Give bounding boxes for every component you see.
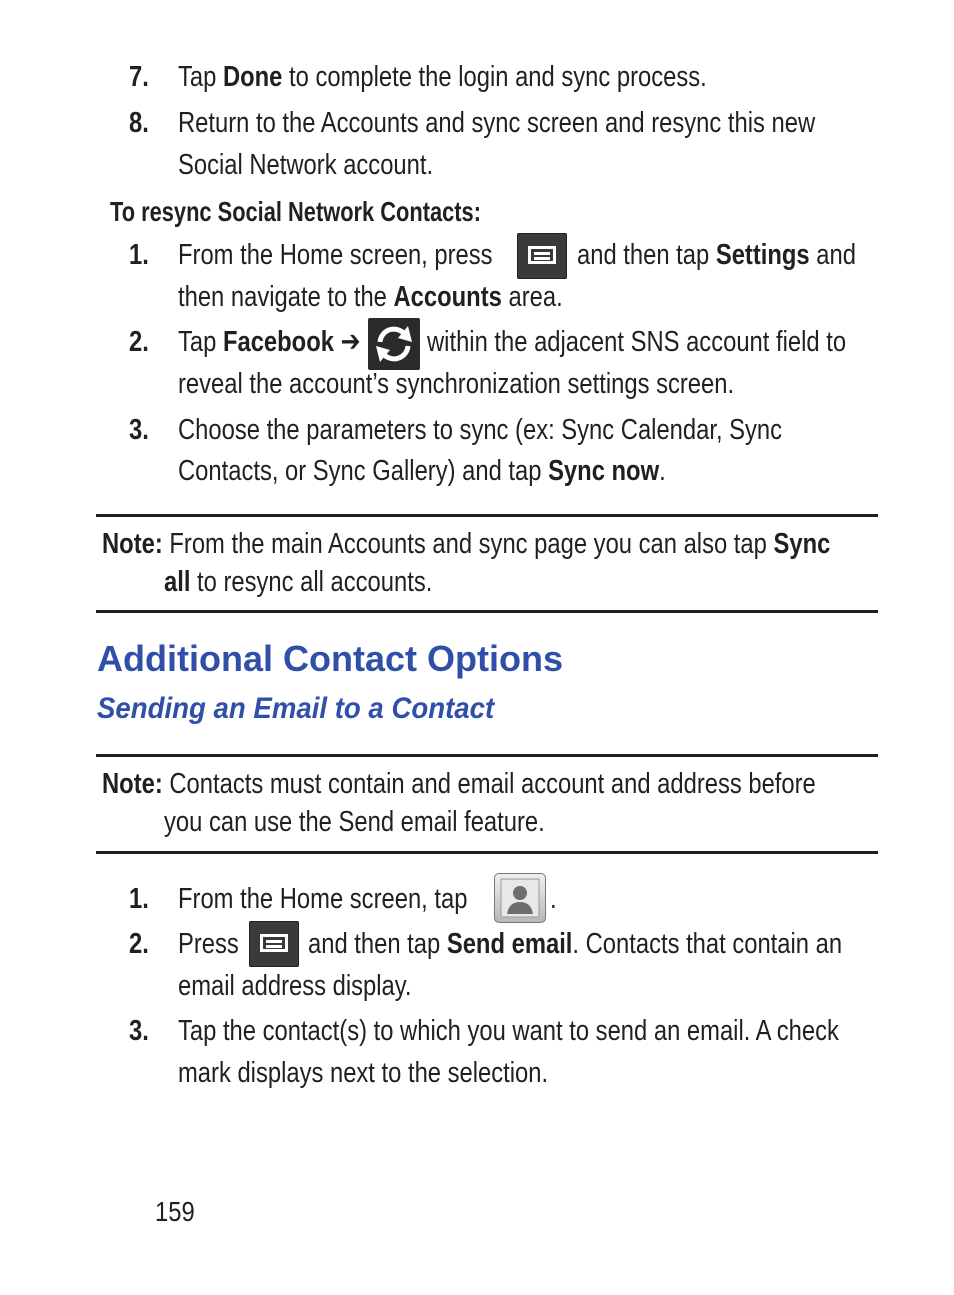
step-text: From the Home screen, press [178,239,493,271]
step-7 [0,56,954,98]
section-title: Additional Contact Options [97,638,563,679]
resync-heading: To resync Social Network Contacts: [110,196,481,227]
note-1-cont: all to resync all accounts. [164,566,433,598]
step-number: 7. [129,61,149,93]
note-2: Note: Contacts must contain and email account and address before [102,768,816,800]
divider [96,754,878,757]
resync-step-3 [0,409,954,451]
step-text: From the Home screen, tap [178,883,468,915]
email-step-1: 1. From the Home screen, tap . [0,878,954,920]
step-text: mark displays next to the selection. [178,1057,549,1089]
email-step-3 [0,1010,954,1052]
step-number: 1. [129,239,149,271]
step-number: 2. [129,928,149,960]
step-text: Return to the Accounts and sync screen and resync this new [178,107,816,139]
resync-step-3-cont [0,450,954,492]
note-2-cont: you can use the Send email feature. [164,806,545,838]
step-text: then navigate to the Accounts area. [178,281,563,313]
step-8 [0,102,954,144]
step-number: 3. [129,1015,149,1047]
email-step-2-cont [0,965,954,1007]
step-text: email address display. [178,970,412,1002]
email-step-3-cont [0,1052,954,1094]
step-text: reveal the account’s synchronization settings screen. [178,368,735,400]
contacts-app-icon [494,873,546,923]
step-text: Tap the contact(s) to which you want to send an email. A check [178,1015,839,1047]
note-1: Note: From the main Accounts and sync page you can also tap Sync [102,528,831,560]
step-text: Tap Facebook ➔ [178,326,361,358]
step-text: Contacts, or Sync Gallery) and tap Sync now. [178,455,666,487]
divider [96,514,878,517]
step-text: Press [178,928,239,960]
step-number: 8. [129,107,149,139]
resync-step-2-cont [0,363,954,405]
step-text: Choose the parameters to sync (ex: Sync Calendar, Sync [178,414,783,446]
step-number: 3. [129,414,149,446]
divider [96,610,878,613]
subsection-title: Sending an Email to a Contact [97,692,495,725]
divider [96,851,878,854]
step-number: 1. [129,883,149,915]
step-text: Tap Done to complete the login and sync process. [178,61,707,93]
page-number: 159 [155,1196,195,1227]
email-step-2: 2. Press and then tap Send email. Contacts that contain an [0,923,954,965]
step-number: 2. [129,326,149,358]
menu-key-icon [517,233,567,279]
resync-step-1-cont [0,276,954,318]
resync-step-2: 2. Tap Facebook ➔ within the adjacent SNS account field to [0,321,954,363]
step-text: Social Network account. [178,149,434,181]
step-8-cont [0,144,954,186]
menu-key-icon [249,921,299,967]
resync-step-1: 1. From the Home screen, press and then tap Settings and [0,234,954,276]
